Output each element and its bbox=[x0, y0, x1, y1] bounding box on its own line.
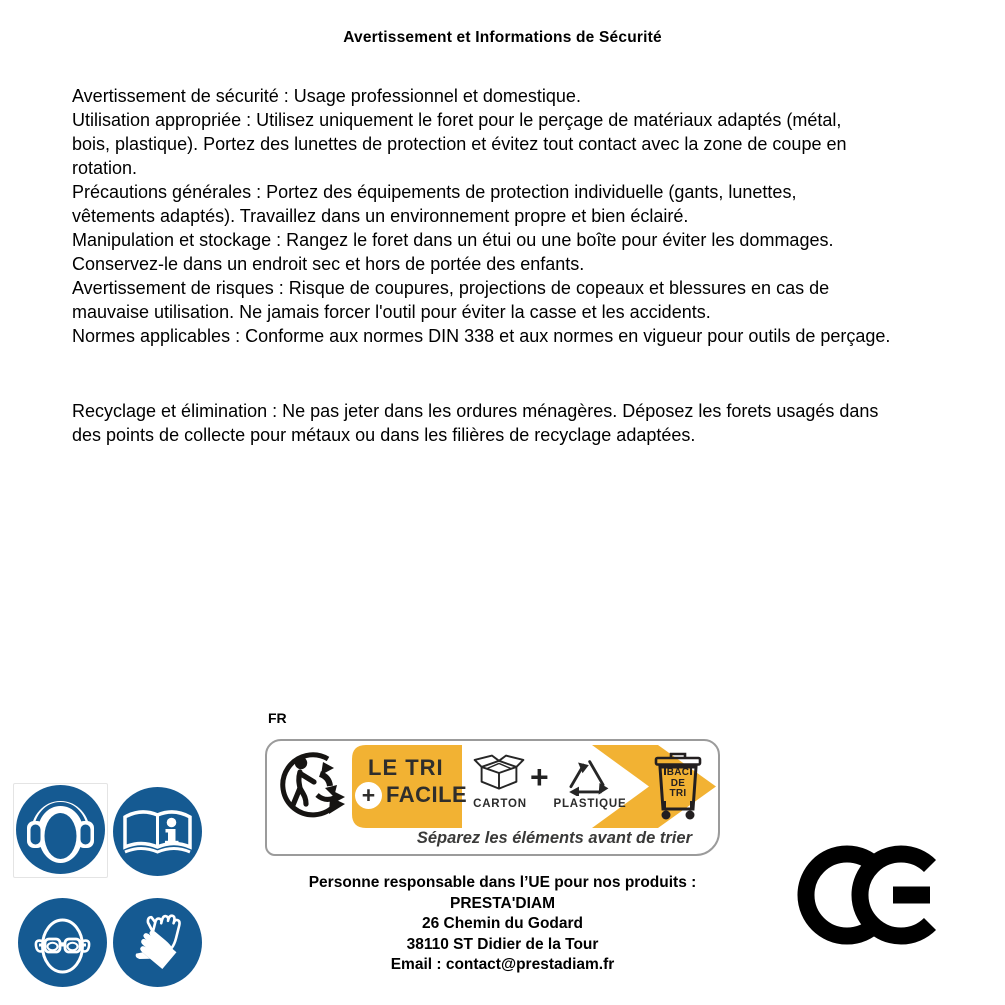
country-code-label: FR bbox=[268, 710, 287, 726]
safety-text-line: rotation. bbox=[72, 158, 138, 178]
safety-text-line: Avertissement de sécurité : Usage professionnel et domestique. bbox=[72, 86, 581, 106]
page-title: Avertissement et Informations de Sécurité bbox=[343, 29, 662, 46]
carton-label: CARTON bbox=[473, 798, 527, 810]
contact-email: Email : contact@prestadiam.fr bbox=[390, 956, 615, 974]
tri-caption: Séparez les éléments avant de trier bbox=[416, 829, 692, 847]
company-name: PRESTA'DIAM bbox=[449, 894, 555, 912]
bac-de-tri-label bbox=[655, 768, 701, 800]
bin-label-line: BAC bbox=[666, 767, 690, 778]
safety-text-block bbox=[72, 84, 992, 348]
ear-protection-pictogram bbox=[16, 785, 105, 879]
safety-text-line: Précautions générales : Portez des équipements de protection individuelle (gants, lunettes, bbox=[72, 182, 797, 202]
recycling-triangle-icon bbox=[562, 754, 612, 796]
plastique-label: PLASTIQUE bbox=[553, 798, 627, 810]
tri-facile-band bbox=[352, 745, 716, 828]
bin-label-line: DE bbox=[670, 777, 686, 789]
safety-text-line: bois, plastique). Portez des lunettes de protection et évitez tout contact avec la zone de coupe en bbox=[72, 134, 847, 154]
safety-text-line: Conservez-le dans un endroit sec et hors de portée des enfants. bbox=[72, 254, 585, 274]
bin-label-line: TRI bbox=[669, 788, 687, 799]
tri-facile-banner bbox=[265, 739, 720, 856]
safety-text-line: vêtements adaptés). Travaillez dans un environnement propre et bien éclairé. bbox=[72, 206, 689, 226]
protective-gloves-pictogram bbox=[113, 898, 202, 992]
ce-mark-icon bbox=[797, 845, 943, 945]
triman-recycling-icon bbox=[278, 747, 350, 823]
cardboard-box-icon bbox=[470, 753, 528, 793]
le-tri-label: LE TRI bbox=[368, 755, 444, 780]
responsible-intro-line: Personne responsable dans l’UE pour nos produits : bbox=[308, 874, 697, 891]
eye-protection-pictogram bbox=[18, 898, 107, 992]
eye-protection-icon bbox=[18, 898, 107, 987]
address-city: 38110 ST Didier de la Tour bbox=[406, 935, 599, 953]
safety-text-line: mauvaise utilisation. Ne jamais forcer l'outil pour éviter la casse et les accidents. bbox=[72, 302, 711, 322]
read-manual-pictogram bbox=[113, 787, 202, 881]
recycling-text-line: des points de collecte pour métaux ou dans les filières de recyclage adaptées. bbox=[72, 425, 696, 445]
safety-text-line: Utilisation appropriée : Utilisez uniquement le foret pour le perçage de matériaux adaptés (métal, bbox=[72, 110, 842, 130]
safety-text-line: Manipulation et stockage : Rangez le foret dans un étui ou une boîte pour éviter les dommages. bbox=[72, 230, 834, 250]
recycling-text-block bbox=[72, 399, 992, 447]
address-street: 26 Chemin du Godard bbox=[421, 915, 584, 933]
facile-label: FACILE bbox=[386, 782, 468, 807]
instruction-manual-icon bbox=[113, 787, 202, 876]
safety-pictograms bbox=[16, 784, 226, 994]
plus-badge: + bbox=[355, 782, 382, 809]
protective-gloves-icon bbox=[113, 898, 202, 987]
materials-plus-sign: + bbox=[530, 759, 549, 795]
ear-protection-icon bbox=[16, 785, 105, 874]
recycling-text-line: Recyclage et élimination : Ne pas jeter dans les ordures ménagères. Déposez les forets usagés dans bbox=[72, 401, 879, 421]
safety-text-line: Avertissement de risques : Risque de coupures, projections de copeaux et blessures en cas de bbox=[72, 278, 830, 298]
safety-text-line: Normes applicables : Conforme aux normes DIN 338 et aux normes en vigueur pour outils de perçage. bbox=[72, 326, 891, 346]
responsible-person-block bbox=[250, 873, 755, 976]
